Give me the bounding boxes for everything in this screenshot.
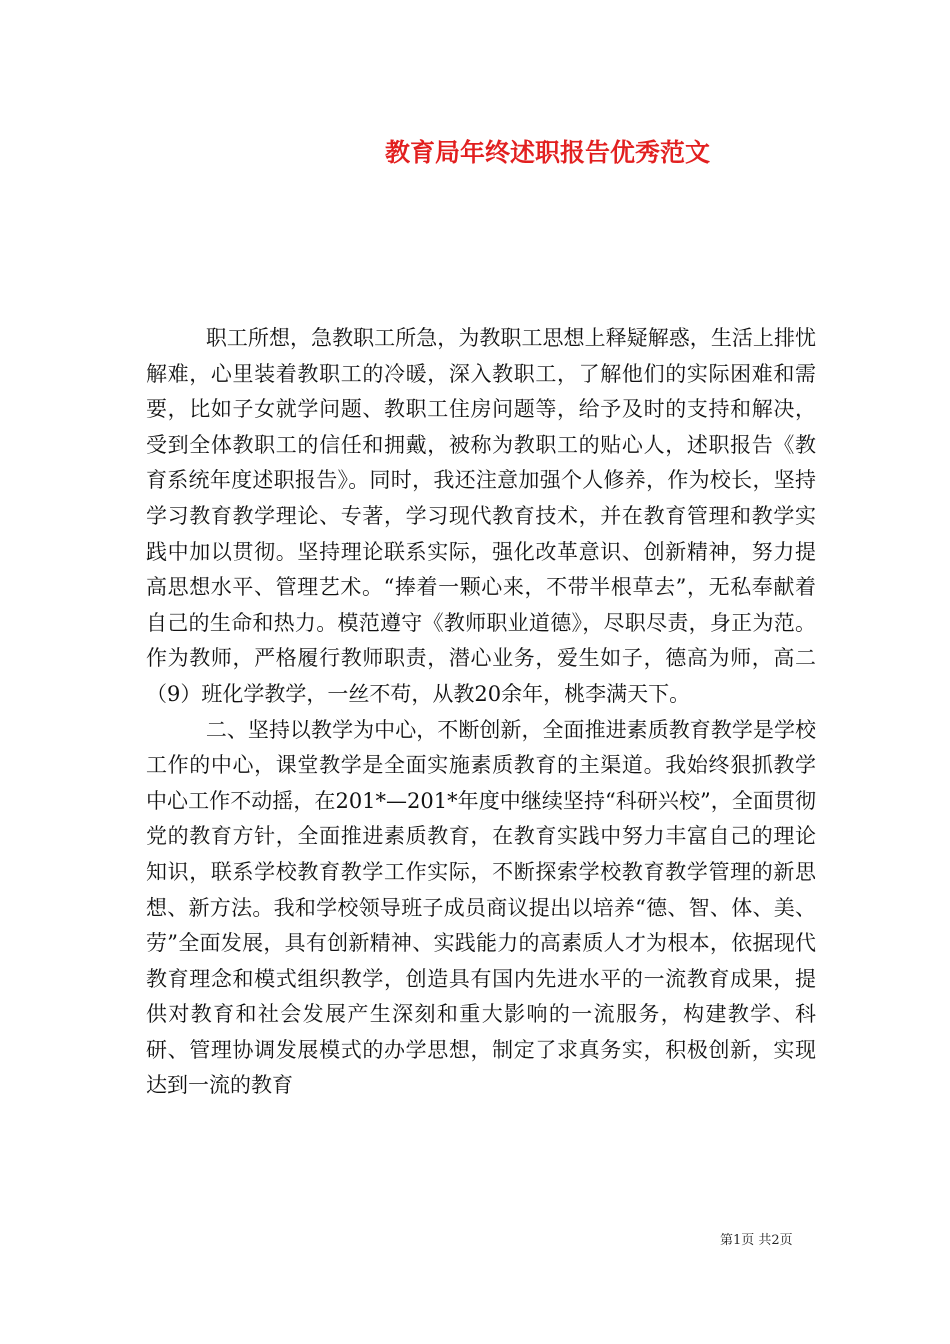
paragraph-2: 二、坚持以教学为中心，不断创新，全面推进素质教育教学是学校工作的中心，课堂教学是全面实施素质教育的主渠道。我始终狠抓教学中心工作不动摇，在201*—201*年度中继续坚持“科研兴校”，全面贯彻党的教育方针，全面推进素质教育，在教育实践中努力丰富自己的理论知识，联系学校教育教学工作实际，不断探索学校教育教学管理的新思想、新方法。我和学校领导班子成员商议提出以培养“德、智、体、美、劳”全面发展，具有创新精神、实践能力的高素质人才为根本，依据现代教育理念和模式组织教学，创造具有国内先进水平的一流教育成果，提供对教育和社会发展产生深刻和重大影响的一流服务，构建教学、科研、管理协调发展模式的办学思想，制定了求真务实，积极创新，实现达到一流的教育 bbox=[146, 717, 816, 1098]
document-title: 教育局年终述职报告优秀范文 bbox=[385, 138, 711, 167]
page-number-footer: 第1页 共2页 bbox=[720, 1233, 793, 1248]
paragraph-1: 职工所想，急教职工所急，为教职工思想上释疑解惑，生活上排忧解难，心里装着教职工的冷暖，深入教职工，了解他们的实际困难和需要，比如子女就学问题、教职工住房问题等，给予及时的支持和解决，受到全体教职工的信任和拥戴，被称为教职工的贴心人，述职报告《教育系统年度述职报告》。同时，我还注意加强个人修养，作为校长，坚持学习教育教学理论、专著，学习现代教育技术，并在教育管理和教学实践中加以贯彻。坚持理论联系实际，强化改革意识、创新精神，努力提高思想水平、管理艺术。“捧着一颗心来，不带半根草去”，无私奉献着自己的生命和热力。模范遵守《教师职业道德》，尽职尽责，身正为范。作为教师，严格履行教师职责，潜心业务，爱生如子，德高为师，高二（9）班化学教学，一丝不苟，从教20余年，桃李满天下。 bbox=[146, 326, 816, 706]
title-container bbox=[385, 133, 835, 173]
document-body bbox=[146, 321, 816, 1104]
